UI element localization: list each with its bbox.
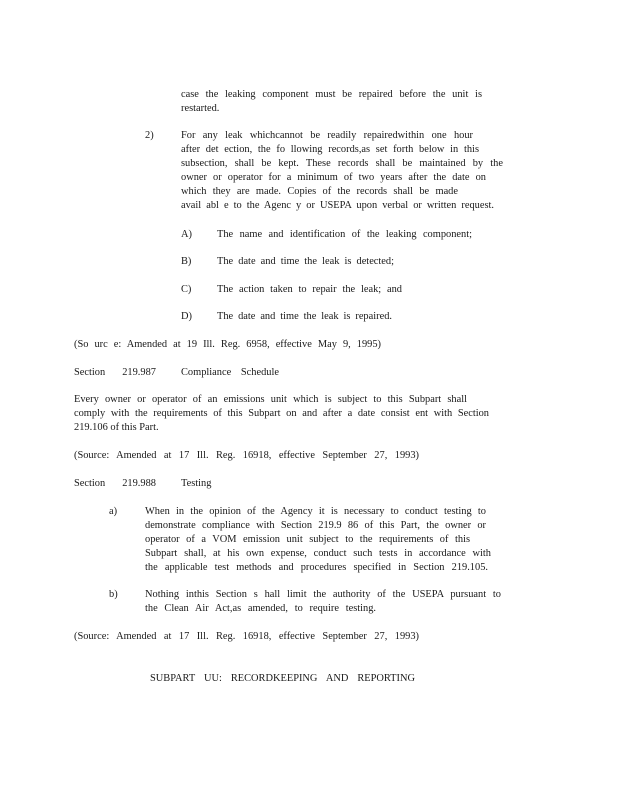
- item-b-letter: b): [109, 589, 118, 600]
- source-note-3: (Source: Amended at 17 Ill. Reg. 16918, effective September 27, 1993): [74, 631, 419, 642]
- item-a-line-1: When in the opinion of the Agency it is necessary to conduct testing to: [145, 506, 486, 517]
- item2-line-1: For any leak whichcannot be readily repairedwithin one hour: [181, 130, 473, 141]
- section-987-line-1: Every owner or operator of an emissions unit which is subject to this Subpart shall: [74, 394, 467, 405]
- section-987-label: Section 219.987: [74, 367, 156, 378]
- subitem-d-text: The date and time the leak is repaired.: [217, 311, 392, 322]
- item2-line-2: after det ection, the fo llowing records,as set forth below in this: [181, 144, 479, 155]
- item-a-line-2: demonstrate compliance with Section 219.9 86 of this Part, the owner or: [145, 520, 486, 531]
- subitem-b-text: The date and time the leak is detected;: [217, 256, 394, 267]
- subpart-heading: SUBPART UU: RECORDKEEPING AND REPORTING: [150, 673, 415, 684]
- subitem-b-letter: B): [181, 256, 192, 267]
- subitem-c-letter: C): [181, 284, 192, 295]
- item2-line-5: which they are made. Copies of the records shall be made: [181, 186, 458, 197]
- item-b-line-1: Nothing inthis Section s hall limit the authority of the USEPA pursuant to: [145, 589, 501, 600]
- subitem-d-letter: D): [181, 311, 192, 322]
- item-a-line-5: the applicable test methods and procedures specified in Section 219.105.: [145, 562, 488, 573]
- item2-number: 2): [145, 130, 154, 141]
- item1-line-1: case the leaking component must be repaired before the unit is: [181, 89, 482, 100]
- item-b-line-2: the Clean Air Act,as amended, to require testing.: [145, 603, 376, 614]
- subitem-c-text: The action taken to repair the leak; and: [217, 284, 402, 295]
- section-987-line-2: comply with the requirements of this Subpart on and after a date consist ent with Section: [74, 408, 489, 419]
- item-a-line-4: Subpart shall, at his own expense, conduct such tests in accordance with: [145, 548, 491, 559]
- source-note-1: (So urc e: Amended at 19 Ill. Reg. 6958, effective May 9, 1995): [74, 339, 381, 350]
- section-988-title: Testing: [181, 478, 212, 489]
- subitem-a-text: The name and identification of the leaking component;: [217, 229, 472, 240]
- item1-line-2: restarted.: [181, 103, 220, 114]
- source-note-2: (Source: Amended at 17 Ill. Reg. 16918, effective September 27, 1993): [74, 450, 419, 461]
- section-987-line-3: 219.106 of this Part.: [74, 422, 159, 433]
- item-a-letter: a): [109, 506, 118, 517]
- item-a-line-3: operator of a VOM emission unit subject to the requirements of this: [145, 534, 470, 545]
- section-987-title: Compliance Schedule: [181, 367, 279, 378]
- subitem-a-letter: A): [181, 229, 192, 240]
- section-988-label: Section 219.988: [74, 478, 156, 489]
- item2-line-6: avail abl e to the Agenc y or USEPA upon verbal or written request.: [181, 200, 494, 211]
- item2-line-3: subsection, shall be kept. These records shall be maintained by the: [181, 158, 503, 169]
- item2-line-4: owner or operator for a minimum of two years after the date on: [181, 172, 486, 183]
